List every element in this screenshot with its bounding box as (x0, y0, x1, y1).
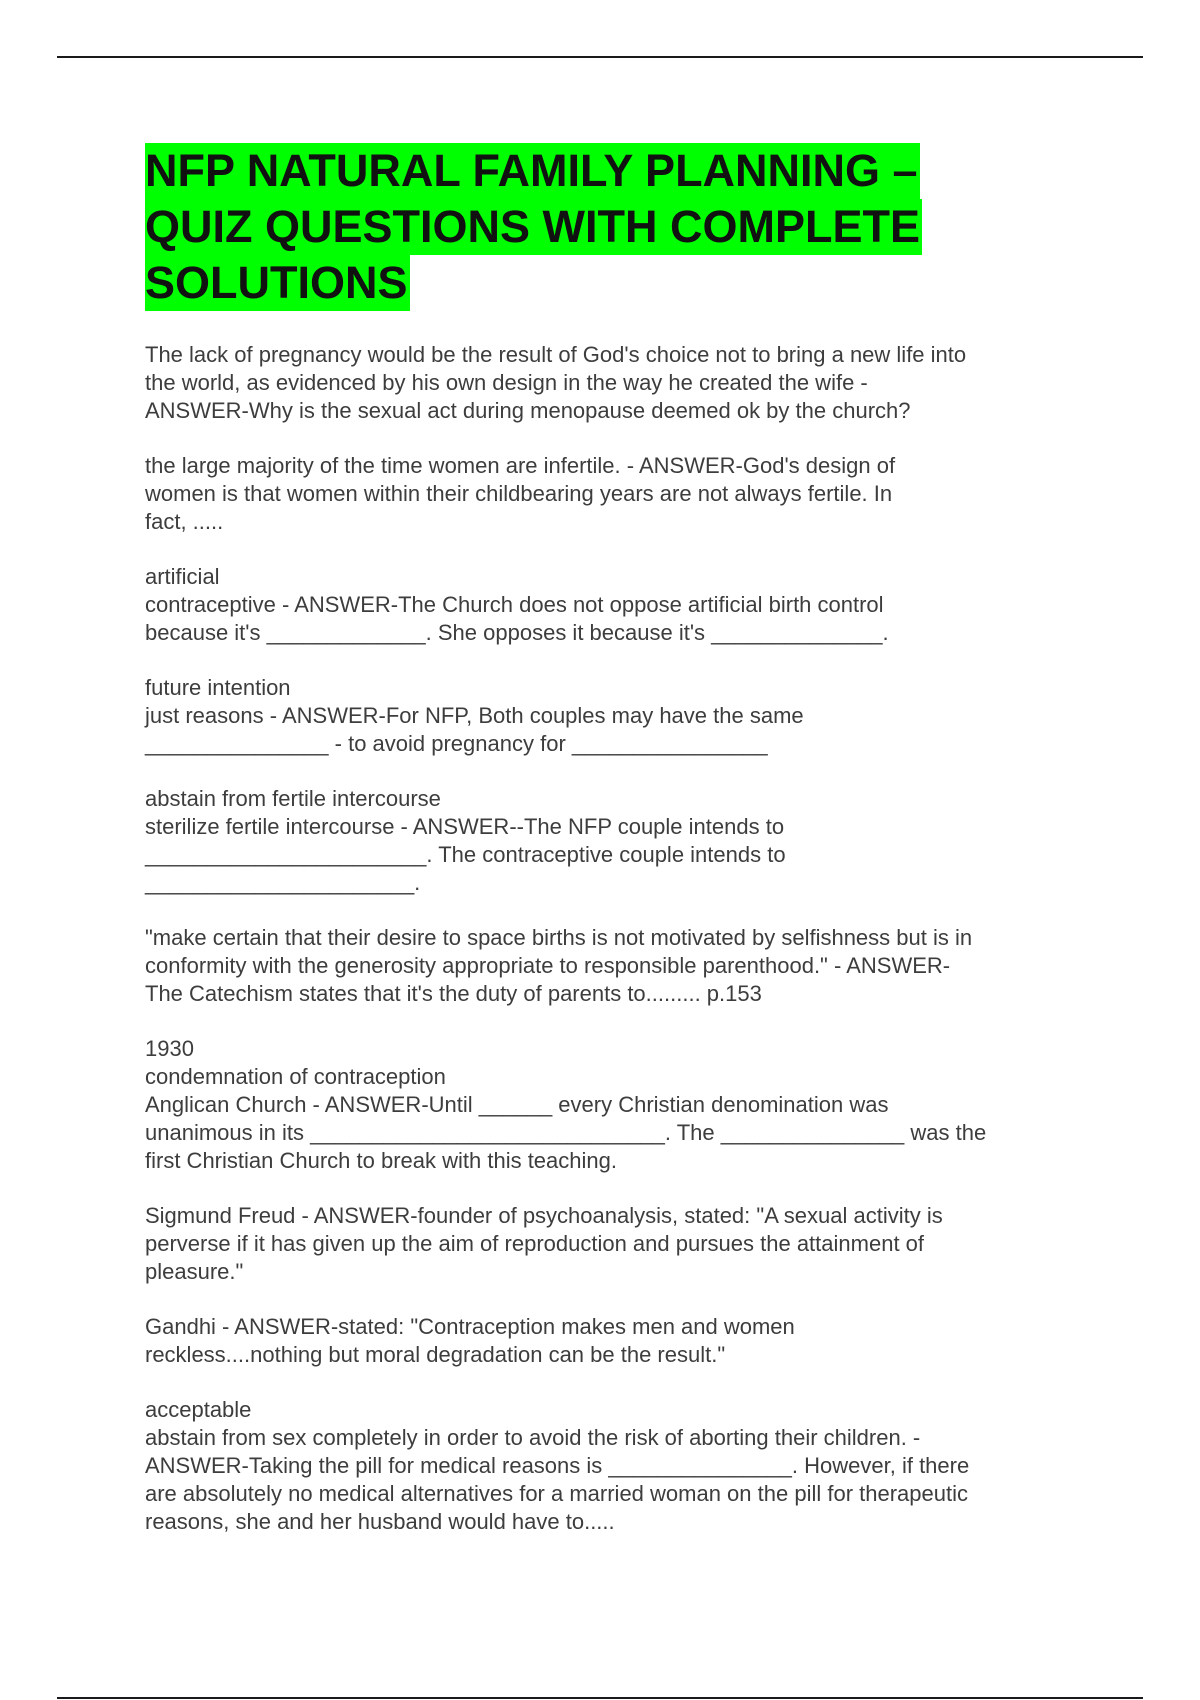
top-rule (57, 56, 1143, 58)
qa-entry (145, 1313, 1065, 1369)
document-title (145, 143, 1065, 311)
qa-line: The lack of pregnancy would be the result of God's choice not to bring a new life into (145, 342, 967, 367)
qa-line: are absolutely no medical alternatives for a married woman on the pill for therapeutic (145, 1481, 968, 1506)
qa-line: reckless....nothing but moral degradation can be the result." (145, 1342, 726, 1367)
qa-line: condemnation of contraception (145, 1064, 446, 1089)
qa-entry (145, 674, 1065, 758)
qa-line: "make certain that their desire to space births is not motivated by selfishness but is in (145, 925, 973, 950)
qa-line: fact, ..... (145, 509, 224, 534)
qa-line: unanimous in its _____________________________. The _______________ was the (145, 1120, 987, 1145)
qa-line: just reasons - ANSWER-For NFP, Both couples may have the same (145, 703, 804, 728)
document-body (145, 143, 1065, 1563)
qa-line: ______________________. (145, 870, 421, 895)
qa-line: the large majority of the time women are infertile. - ANSWER-God's design of (145, 453, 896, 478)
qa-line: 1930 (145, 1036, 194, 1061)
qa-line: reasons, she and her husband would have to..... (145, 1509, 615, 1534)
qa-entry (145, 1396, 1065, 1536)
qa-line: artificial (145, 564, 220, 589)
qa-line: pleasure." (145, 1259, 244, 1284)
qa-entry (145, 1202, 1065, 1286)
qa-entry (145, 1035, 1065, 1175)
qa-line: abstain from sex completely in order to avoid the risk of aborting their children. - (145, 1425, 921, 1450)
qa-line: Gandhi - ANSWER-stated: "Contraception makes men and women (145, 1314, 795, 1339)
bottom-rule (57, 1697, 1143, 1699)
title-line: NFP NATURAL FAMILY PLANNING – (145, 143, 920, 199)
qa-line: The Catechism states that it's the duty of parents to......... p.153 (145, 981, 762, 1006)
qa-line: future intention (145, 675, 291, 700)
qa-line: perverse if it has given up the aim of reproduction and pursues the attainment of (145, 1231, 925, 1256)
qa-line: sterilize fertile intercourse - ANSWER--The NFP couple intends to (145, 814, 785, 839)
qa-entry (145, 452, 1065, 536)
qa-entry (145, 785, 1065, 897)
qa-line: abstain from fertile intercourse (145, 786, 441, 811)
qa-line: women is that women within their childbearing years are not always fertile. In (145, 481, 893, 506)
qa-line: the world, as evidenced by his own design in the way he created the wife - (145, 370, 868, 395)
qa-line: _______________________. The contraceptive couple intends to (145, 842, 786, 867)
qa-entry (145, 341, 1065, 425)
title-line: QUIZ QUESTIONS WITH COMPLETE (145, 199, 922, 255)
qa-line: first Christian Church to break with this teaching. (145, 1148, 617, 1173)
qa-line: ANSWER-Why is the sexual act during menopause deemed ok by the church? (145, 398, 911, 423)
qa-entry (145, 924, 1065, 1008)
qa-line: _______________ - to avoid pregnancy for ________________ (145, 731, 768, 756)
qa-line: ANSWER-Taking the pill for medical reasons is _______________. However, if there (145, 1453, 970, 1478)
qa-line: contraceptive - ANSWER-The Church does not oppose artificial birth control (145, 592, 884, 617)
title-line: SOLUTIONS (145, 255, 410, 311)
qa-line: Anglican Church - ANSWER-Until ______ every Christian denomination was (145, 1092, 889, 1117)
qa-line: acceptable (145, 1397, 252, 1422)
qa-line: Sigmund Freud - ANSWER-founder of psychoanalysis, stated: "A sexual activity is (145, 1203, 943, 1228)
qa-line: because it's _____________. She opposes it because it's ______________. (145, 620, 889, 645)
qa-entry (145, 563, 1065, 647)
qa-list (145, 341, 1065, 1536)
qa-line: conformity with the generosity appropriate to responsible parenthood." - ANSWER- (145, 953, 951, 978)
